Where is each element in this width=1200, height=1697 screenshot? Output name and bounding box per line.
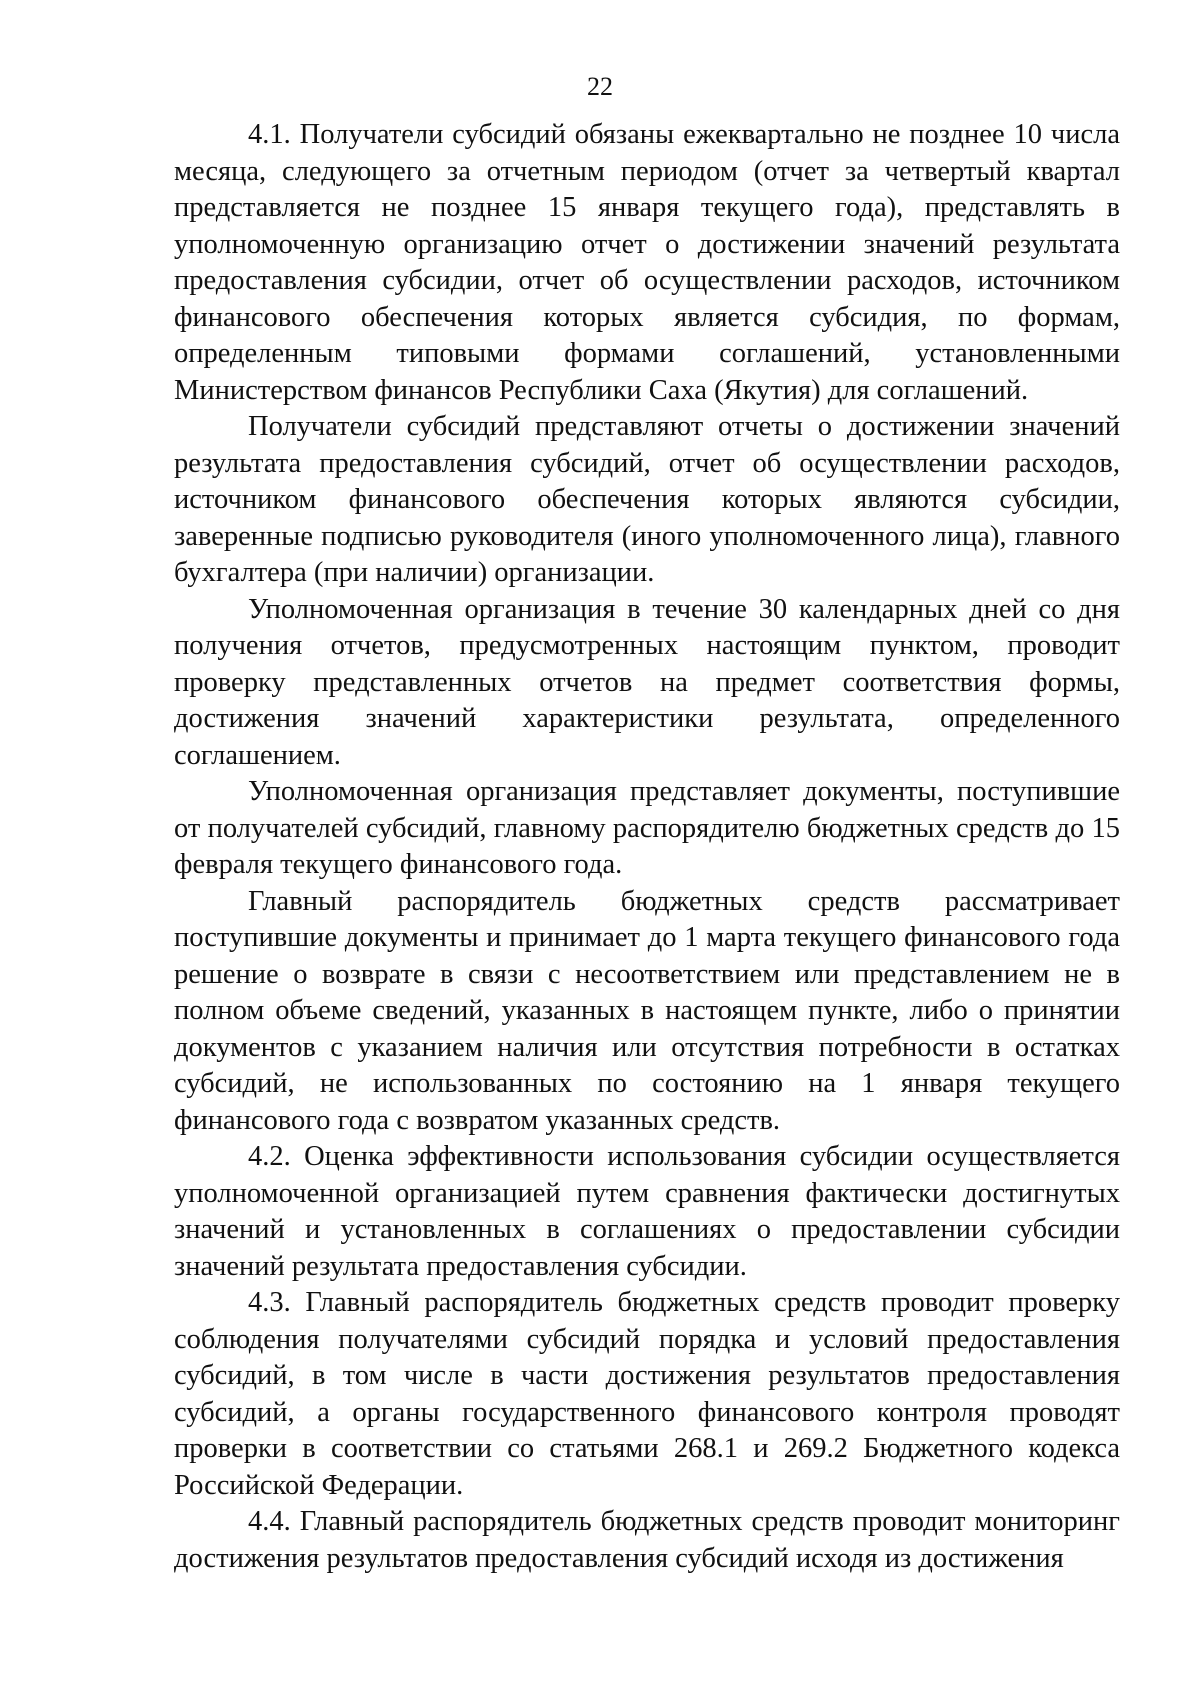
paragraph-4-1: 4.1. Получатели субсидий обязаны ежеквартально не позднее 10 числа месяца, следующего за отчетным периодом (отчет за четвертый квартал представляется не позднее 15 января текущего года), представлять в уполномоченную организацию отчет о достижении значений результата предоставления субсидии, отчет об осуществлении расходов, источником финансового обеспечения которых является субсидия, по формам, определенным типовыми формами соглашений, установленными Министерством финансов Республики Саха (Якутия) для соглашений.: [174, 119, 1120, 406]
paragraph-4-3: 4.3. Главный распорядитель бюджетных средств проводит проверку соблюдения получателями субсидий порядка и условий предоставления субсидий, в том числе в части достижения результатов предоставления субсидий, а органы государственного финансового контроля проводят проверки в соответствии со статьями 268.1 и 269.2 Бюджетного кодекса Российской Федерации.: [174, 1287, 1120, 1501]
paragraph-documents-transfer: Уполномоченная организация представляет документы, поступившие от получателей субсидий, главному распорядителю бюджетных средств до 15 февраля текущего финансового года.: [174, 776, 1120, 880]
paragraph-4-2: 4.2. Оценка эффективности использования субсидии осуществляется уполномоченной организацией путем сравнения фактически достигнутых значений и установленных в соглашениях о предоставлении субсидии значений результата предоставления субсидии.: [174, 1141, 1120, 1282]
paragraph-documents-review: Главный распорядитель бюджетных средств рассматривает поступившие документы и принимает до 1 марта текущего финансового года решение о возврате в связи с несоответствием или представлением не в полном объеме сведений, указанных в настоящем пункте, либо о принятии документов с указанием наличия или отсутствия потребности в остатках субсидий, не использованных по состоянию на 1 января текущего финансового года с возвратом указанных средств.: [174, 885, 1120, 1136]
paragraph-reports-verification: Уполномоченная организация в течение 30 календарных дней со дня получения отчетов, предусмотренных настоящим пунктом, проводит проверку представленных отчетов на предмет соответствия формы, достижения значений характеристики результата, определенного соглашением.: [174, 593, 1120, 771]
paragraph-4-4: 4.4. Главный распорядитель бюджетных средств проводит мониторинг достижения результатов предоставления субсидий исходя из достижения: [174, 1506, 1120, 1574]
page-number: 22: [587, 72, 613, 101]
document-body: [174, 117, 1120, 1577]
paragraph-reports-submission: Получатели субсидий представляют отчеты о достижении значений результата предоставления субсидий, отчет об осуществлении расходов, источником финансового обеспечения которых являются субсидии, заверенные подписью руководителя (иного уполномоченного лица), главного бухгалтера (при наличии) организации.: [174, 411, 1120, 588]
